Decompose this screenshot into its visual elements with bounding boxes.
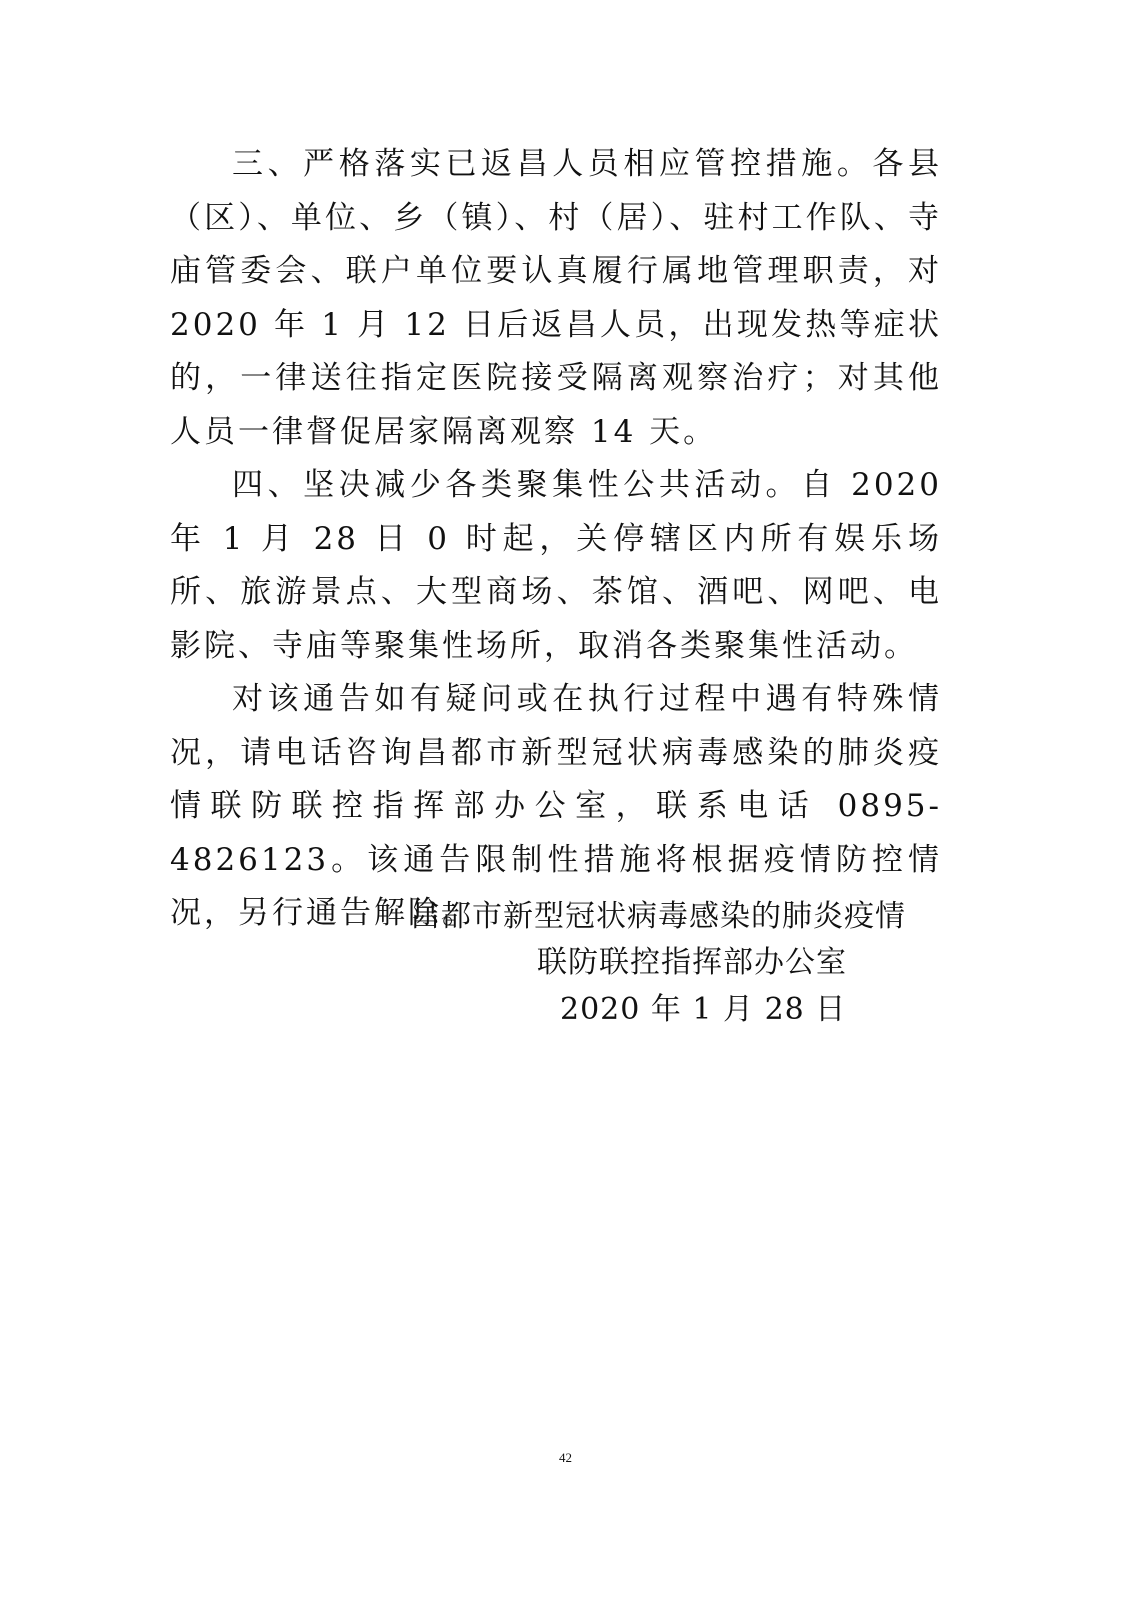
signature-date: 2020 年 1 月 28 日: [560, 992, 847, 1027]
notice-body: [170, 138, 942, 941]
signature-org-line2: 联防联控指挥部办公室: [537, 945, 847, 980]
paragraph-contact: 对该通告如有疑问或在执行过程中遇有特殊情况，请电话咨询昌都市新型冠状病毒感染的肺炎疫情联防联控指挥部办公室，联系电话 0895-4826123。该通告限制性措施将根据疫情防控情况，另行通告解除。: [170, 681, 942, 931]
paragraph-measure-four: 四、坚决减少各类聚集性公共活动。自 2020 年 1 月 28 日 0 时起，关停辖区内所有娱乐场所、旅游景点、大型商场、茶馆、酒吧、网吧、电影院、寺庙等聚集性场所，取消各类聚集性活动。: [170, 467, 942, 664]
paragraph-measure-three: 三、严格落实已返昌人员相应管控措施。各县（区）、单位、乡（镇）、村（居）、驻村工作队、寺庙管委会、联户单位要认真履行属地管理职责，对 2020 年 1 月 12 日后返昌人员，出现发热等症状的，一律送往指定医院接受隔离观察治疗；对其他人员一律督促居家隔离观察 14 天。: [170, 146, 942, 450]
signature-org-line1: 昌都市新型冠状病毒感染的肺炎疫情: [410, 899, 906, 934]
page-number: 42: [559, 1450, 572, 1465]
